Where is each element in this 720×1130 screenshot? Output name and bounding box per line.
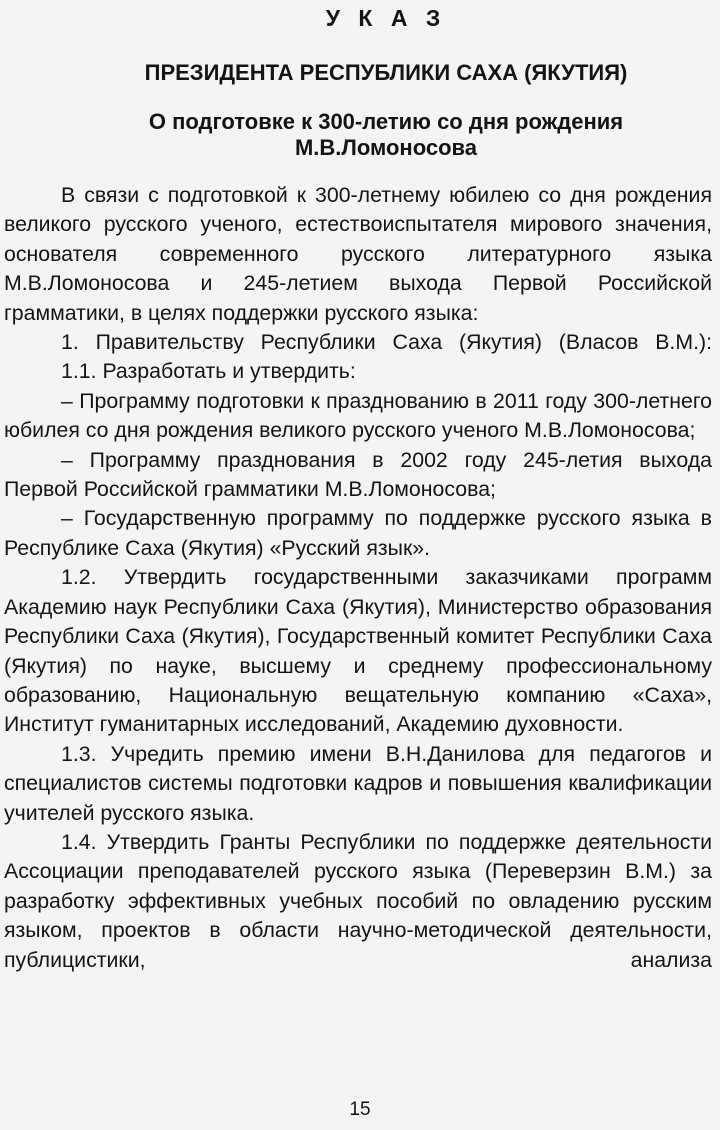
paragraph-program-lomonosov: – Программу подготовки к празднованию в 2011 году 300-летнего юбилея со дня рождения великого русского ученого М.В.Ломоносова; [4, 388, 712, 443]
document-subject-heading: О подготовке к 300-летию со дня рождения М.В.Ломоносова [148, 109, 624, 160]
paragraph-item-1-2: 1.2. Утвердить государственными заказчиками программ Академию наук Республики Саха (Якутия), Министерство образования Республики Саха (Якутия), Государственный комитет Республики Саха (Якутия) по науке, высшему и среднему профессиональному образованию, Национальную вещательную компанию «Саха», Институт гуманитарных исследований, Академию духовности. [4, 565, 712, 737]
paragraph-program-russian-language: – Государственную программу по поддержке русского языка в Республике Саха (Якутия) «Русский язык». [4, 506, 712, 560]
document-kind-heading: У К А З [325, 5, 447, 31]
document-body [4, 181, 712, 975]
paragraph-program-grammar: – Программу празднования в 2002 году 245-летия выхода Первой Российской грамматики М.В.Ломоносова; [4, 447, 712, 502]
paragraph-preamble: В связи с подготовкой к 300-летнему юбилею со дня рождения великого русского ученого, естествоиспытателя мирового значения, основателя современного русского литературного языка М.В.Ломоносова и 245-летием выхода Первой Российской грамматики, в целях поддержки русского языка: [4, 183, 712, 325]
page-number: 15 [349, 1099, 371, 1120]
document-issuer-heading: ПРЕЗИДЕНТА РЕСПУБЛИКИ САХА (ЯКУТИЯ) [144, 60, 628, 85]
paragraph-item-1: 1. Правительству Республики Саха (Якутия) (Власов В.М.): [61, 330, 712, 355]
paragraph-item-1-4: 1.4. Утвердить Гранты Республики по поддержке деятельности Ассоциации преподавателей русского языка (Переверзин В.М.) за разработку эффективных учебных пособий по овладению русским языком, проектов в области научно-методической деятельности, публицистики, анализа [4, 829, 712, 972]
paragraph-item-1-1: 1.1. Разработать и утвердить: [61, 359, 356, 384]
paragraph-item-1-3: 1.3. Учредить премию имени В.Н.Данилова для педагогов и специалистов системы подготовки кадров и повышения квалификации учителей русского языка. [4, 741, 712, 825]
